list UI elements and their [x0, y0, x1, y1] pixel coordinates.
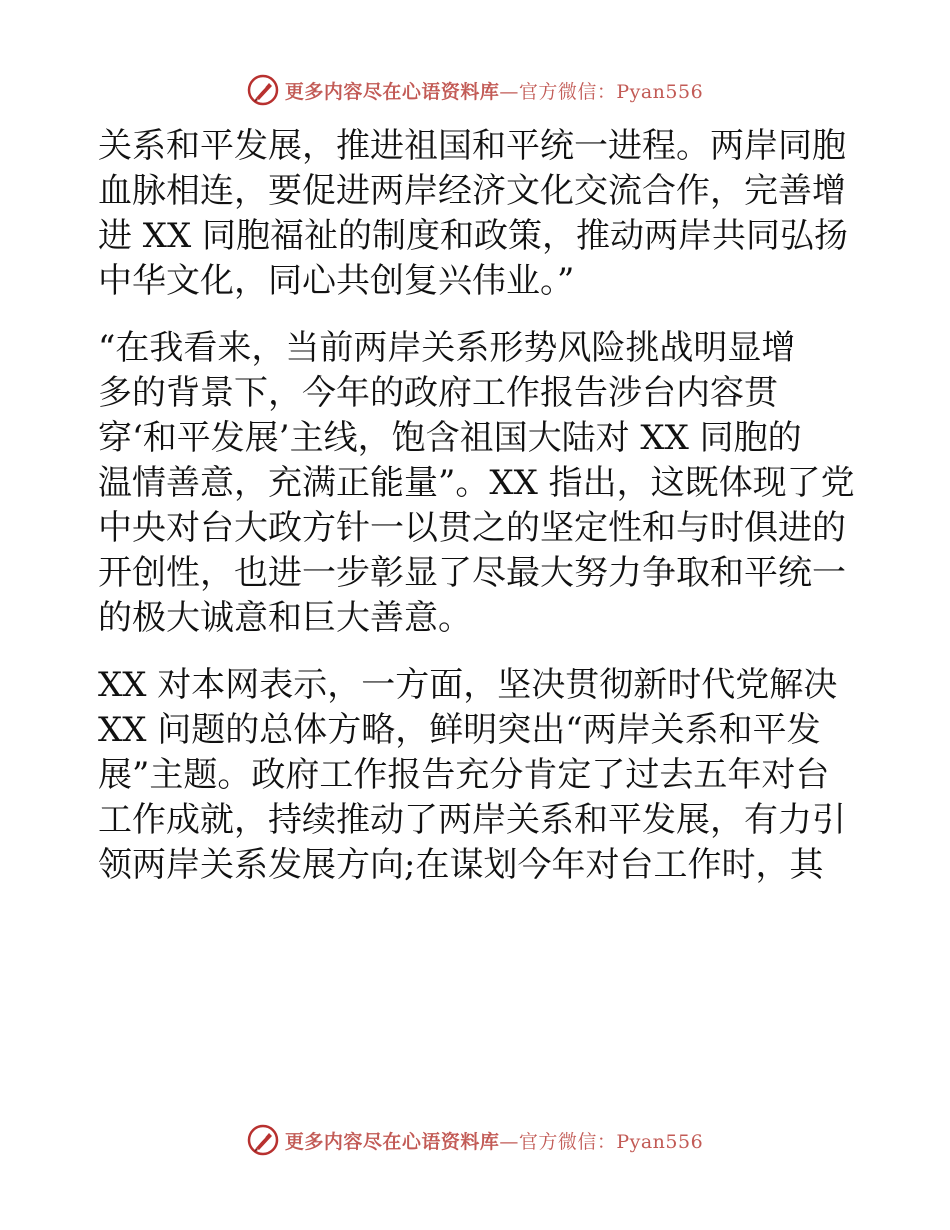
header-watermark-banner [0, 70, 950, 110]
text-line: XX 问题的总体方略，鲜明突出“两岸关系和平发 [98, 710, 821, 750]
text-line: 血脉相连，要促进两岸经济文化交流合作，完善增 [98, 171, 846, 211]
text-line: XX 对本网表示，一方面，坚决贯彻新时代党解决 [98, 665, 838, 705]
paragraph-2 [98, 326, 858, 641]
text-line: 展”主题。政府工作报告充分肯定了过去五年对台 [98, 755, 830, 795]
quill-pen-logo-icon [247, 1124, 279, 1156]
text-line: 中华文化，同心共创复兴伟业。” [98, 261, 575, 301]
text-line: 领两岸关系发展方向;在谋划今年对台工作时，其 [98, 845, 824, 885]
text-line: 温情善意，充满正能量”。XX 指出，这既体现了党 [98, 463, 855, 503]
footer-banner-wechat: —官方微信：Pyan556 [499, 1130, 704, 1153]
header-banner-text [285, 77, 703, 104]
text-line: 中央对台大政方针一以贯之的坚定性和与时俱进的 [98, 508, 846, 548]
footer-banner-text [285, 1127, 703, 1154]
document-body [98, 124, 858, 888]
text-line: 关系和平发展，推进祖国和平统一进程。两岸同胞 [98, 126, 846, 166]
text-line: “在我看来，当前两岸关系形势风险挑战明显增 [98, 328, 796, 368]
header-banner-wechat: —官方微信：Pyan556 [499, 80, 704, 103]
paragraph-3 [98, 663, 858, 888]
text-line: 的极大诚意和巨大善意。 [98, 598, 472, 638]
text-line: 开创性，也进一步彰显了尽最大努力争取和平统一 [98, 553, 846, 593]
paragraph-1 [98, 124, 858, 304]
text-line: 穿‘和平发展’主线，饱含祖国大陆对 XX 同胞的 [98, 418, 802, 458]
quill-pen-logo-icon [247, 74, 279, 106]
footer-banner-title: 更多内容尽在心语资料库 [284, 1130, 500, 1153]
text-line: 多的背景下，今年的政府工作报告涉台内容贯 [98, 373, 778, 413]
text-line: 工作成就，持续推动了两岸关系和平发展，有力引 [98, 800, 846, 840]
text-line: 进 XX 同胞福祉的制度和政策，推动两岸共同弘扬 [98, 216, 849, 256]
footer-watermark-banner [0, 1120, 950, 1160]
header-banner-title: 更多内容尽在心语资料库 [284, 80, 500, 103]
